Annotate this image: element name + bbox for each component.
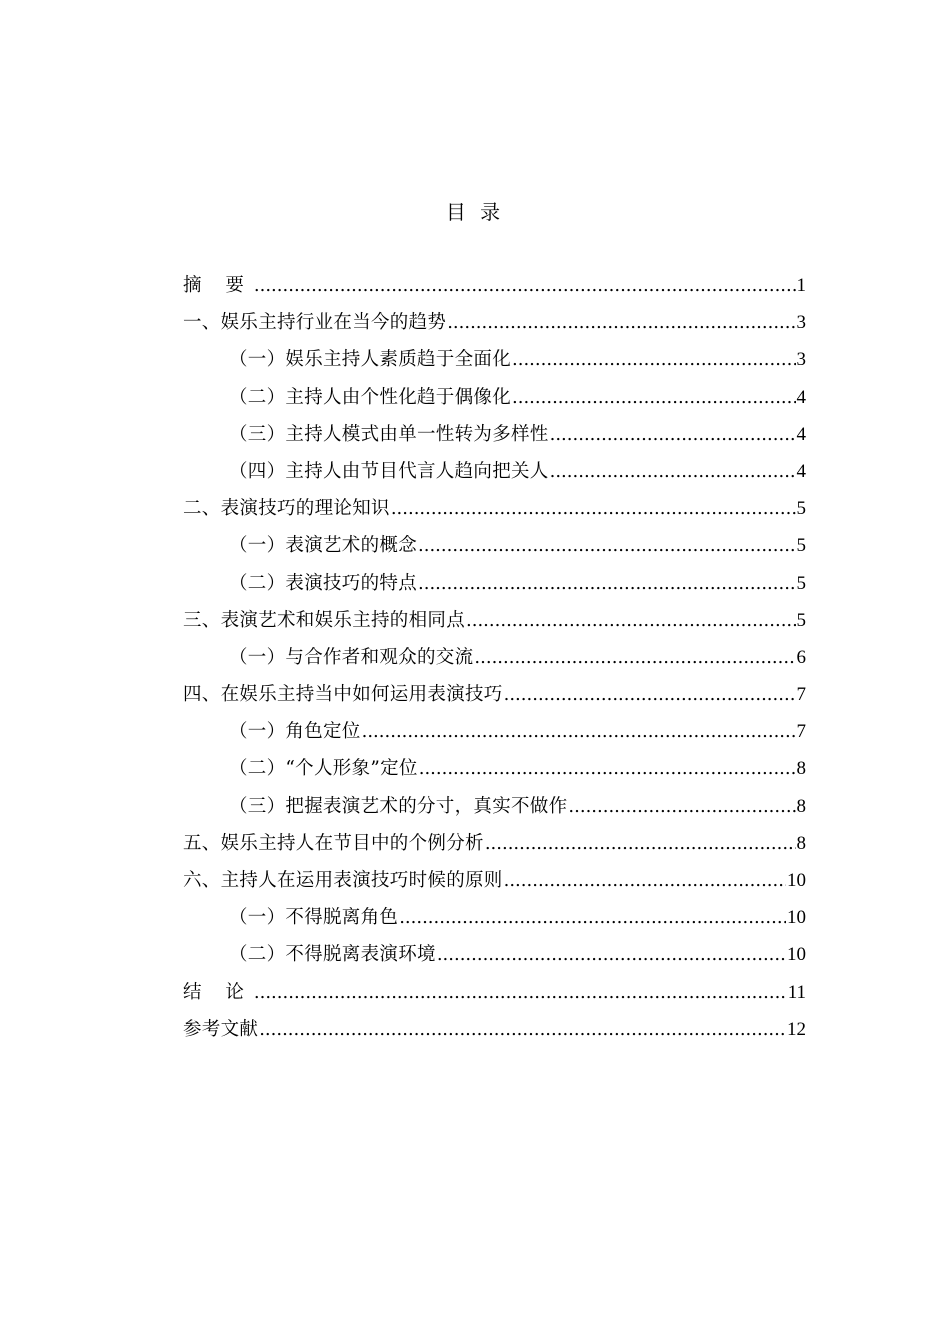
toc-dot-leader <box>504 862 786 899</box>
toc-entry[interactable] <box>183 788 806 825</box>
toc-page-number: 7 <box>796 721 806 743</box>
toc-page-number: 6 <box>796 646 806 668</box>
toc-entry-label: 摘 要 <box>183 275 253 296</box>
toc-dot-leader <box>474 639 795 676</box>
toc-dot-leader <box>254 267 796 304</box>
table-of-contents <box>183 267 806 1048</box>
toc-entry[interactable] <box>183 713 806 750</box>
toc-entry[interactable] <box>183 899 806 936</box>
toc-entry-label: （二）不得脱离表演环境 <box>229 944 436 966</box>
toc-page-number: 5 <box>796 609 806 631</box>
toc-page-number: 5 <box>796 572 806 594</box>
toc-entry-label: 四、在娱乐主持当中如何运用表演技巧 <box>183 684 503 706</box>
toc-entry-label: 参考文献 <box>183 1018 259 1040</box>
toc-entry-label: （一）不得脱离角色 <box>229 907 399 929</box>
toc-page-number: 3 <box>796 349 806 371</box>
toc-dot-leader <box>418 565 795 602</box>
toc-dot-leader <box>504 676 796 713</box>
toc-entry[interactable] <box>183 267 806 304</box>
toc-entry[interactable] <box>183 304 806 341</box>
toc-entry-label: 三、表演艺术和娱乐主持的相同点 <box>183 609 466 631</box>
toc-dot-leader <box>550 453 796 490</box>
toc-entry-label: 六、主持人在运用表演技巧时候的原则 <box>183 870 503 891</box>
toc-entry[interactable] <box>183 341 806 378</box>
toc-entry[interactable] <box>183 527 806 564</box>
toc-entry[interactable] <box>183 416 806 453</box>
toc-entry[interactable] <box>183 565 806 602</box>
toc-dot-leader <box>418 527 795 564</box>
toc-page-number: 10 <box>787 870 806 891</box>
toc-dot-leader <box>447 304 795 341</box>
toc-dot-leader <box>254 974 787 1011</box>
toc-dot-leader <box>399 899 786 936</box>
toc-entry-label: （二）“个人形象”定位 <box>229 758 418 780</box>
toc-entry-label: （一）娱乐主持人素质趋于全面化 <box>229 349 512 371</box>
toc-entry-label: （二）表演技巧的特点 <box>229 572 418 594</box>
toc-dot-leader <box>568 788 795 825</box>
toc-page-number: 12 <box>787 1018 806 1040</box>
toc-entry[interactable] <box>183 825 806 862</box>
toc-title: 目 录 <box>445 200 505 224</box>
toc-entry-label: 二、表演技巧的理论知识 <box>183 498 390 520</box>
toc-entry[interactable] <box>183 862 806 899</box>
toc-page-number: 7 <box>796 684 806 706</box>
toc-entry-label: （一）与合作者和观众的交流 <box>229 646 474 668</box>
toc-page-number: 4 <box>796 423 806 445</box>
toc-entry[interactable] <box>183 936 806 973</box>
toc-entry[interactable] <box>183 602 806 639</box>
toc-entry[interactable] <box>183 490 806 527</box>
toc-entry-label: 一、娱乐主持行业在当今的趋势 <box>183 312 447 334</box>
toc-page-number: 5 <box>796 498 806 520</box>
toc-entry[interactable] <box>183 453 806 490</box>
toc-dot-leader <box>437 936 786 973</box>
toc-dot-leader <box>512 379 795 416</box>
toc-dot-leader <box>391 490 796 527</box>
toc-page-number: 8 <box>796 758 806 780</box>
toc-dot-leader <box>419 750 796 787</box>
toc-entry[interactable] <box>183 639 806 676</box>
toc-entry-label: 结 论 <box>183 981 253 1003</box>
toc-dot-leader <box>259 1011 786 1048</box>
toc-entry[interactable] <box>183 676 806 713</box>
toc-page-number: 5 <box>796 535 806 557</box>
toc-entry-label: （一）表演艺术的概念 <box>229 535 418 557</box>
toc-entry-label: （一）角色定位 <box>229 721 361 743</box>
toc-page-number: 8 <box>796 795 806 817</box>
toc-page-number: 10 <box>787 944 806 966</box>
toc-dot-leader <box>485 825 796 862</box>
toc-page-number: 10 <box>787 907 806 929</box>
toc-entry-label: （二）主持人由个性化趋于偶像化 <box>229 386 512 408</box>
toc-entry[interactable] <box>183 974 806 1011</box>
toc-entry[interactable] <box>183 750 806 787</box>
toc-dot-leader <box>466 602 795 639</box>
toc-dot-leader <box>550 416 796 453</box>
toc-entry-label: （三）把握表演艺术的分寸，真实不做作 <box>229 795 568 817</box>
toc-page-number: 4 <box>796 386 806 408</box>
toc-entry[interactable] <box>183 379 806 416</box>
toc-entry-label: 五、娱乐主持人在节目中的个例分析 <box>183 832 484 854</box>
toc-dot-leader <box>362 713 796 750</box>
toc-page-number: 11 <box>787 981 806 1003</box>
toc-page-number: 3 <box>796 312 806 334</box>
toc-entry-label: （四）主持人由节目代言人趋向把关人 <box>229 460 549 482</box>
toc-page-number: 1 <box>796 275 806 296</box>
toc-dot-leader <box>512 341 795 378</box>
toc-entry[interactable] <box>183 1011 806 1048</box>
toc-entry-label: （三）主持人模式由单一性转为多样性 <box>229 423 549 445</box>
toc-page-number: 4 <box>796 460 806 482</box>
toc-page-number: 8 <box>796 832 806 854</box>
